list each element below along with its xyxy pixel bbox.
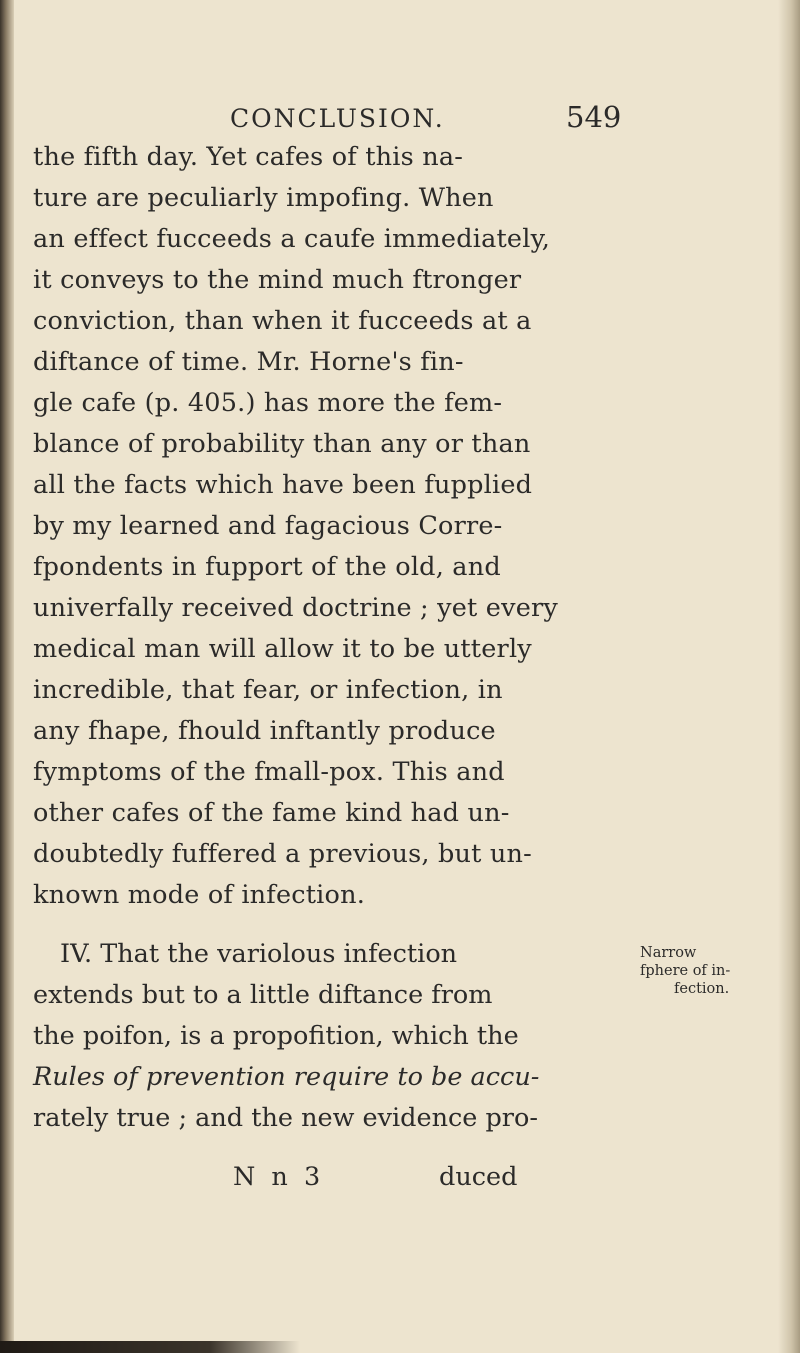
book-spine-shadow <box>0 0 14 1353</box>
text-line: medical man will allow it to be utterly <box>33 634 532 664</box>
marginal-note <box>640 944 760 998</box>
text-line: fpondents in fupport of the old, and <box>33 552 501 582</box>
page-number: 549 <box>566 100 622 134</box>
text-line: diftance of time. Mr. Horne's fin- <box>33 347 464 377</box>
page-bottom-shadow <box>0 1341 300 1353</box>
text-line: any fhape, fhould inftantly produce <box>33 716 496 746</box>
marginal-note-line: fphere of in- <box>640 963 731 979</box>
text-line: blance of probability than any or than <box>33 429 531 459</box>
text-line: known mode of infection. <box>33 880 366 910</box>
text-line: doubtedly fuffered a previous, but un- <box>33 839 532 869</box>
running-head: CONCLUSION. <box>230 104 445 133</box>
text-line: an effect fucceeds a caufe immediately, <box>33 224 551 254</box>
text-line: univerfally received doctrine ; yet every <box>33 593 558 623</box>
text-line: incredible, that fear, or infection, in <box>33 675 503 705</box>
catchword: duced <box>439 1162 518 1192</box>
text-line: conviction, than when it fucceeds at a <box>33 306 532 336</box>
text-line: ture are peculiarly impofing. When <box>33 183 494 213</box>
text-line: other cafes of the fame kind had un- <box>33 798 510 828</box>
marginal-note-line: fection. <box>674 981 730 997</box>
text-line: gle cafe (p. 405.) has more the fem- <box>33 388 503 418</box>
signature-mark: N n 3 <box>233 1162 325 1192</box>
text-line: the fifth day. Yet cafes of this na- <box>33 142 464 172</box>
page-edge-shadow <box>778 0 800 1353</box>
text-line: fymptoms of the fmall-pox. This and <box>33 757 505 787</box>
text-line: it conveys to the mind much ftronger <box>33 265 522 295</box>
text-line: all the facts which have been fupplied <box>33 470 533 500</box>
text-line: IV. That the variolous infection <box>60 939 458 969</box>
text-line: extends but to a little diftance from <box>33 980 493 1010</box>
page-header <box>0 78 800 138</box>
text-line: the poifon, is a propofition, which the <box>33 1021 519 1051</box>
marginal-note-line: Narrow <box>640 945 697 961</box>
text-line: by my learned and fagacious Corre- <box>33 511 503 541</box>
text-line: rately true ; and the new evidence pro- <box>33 1103 538 1133</box>
text-line: Rules of prevention require to be accu- <box>33 1062 540 1092</box>
